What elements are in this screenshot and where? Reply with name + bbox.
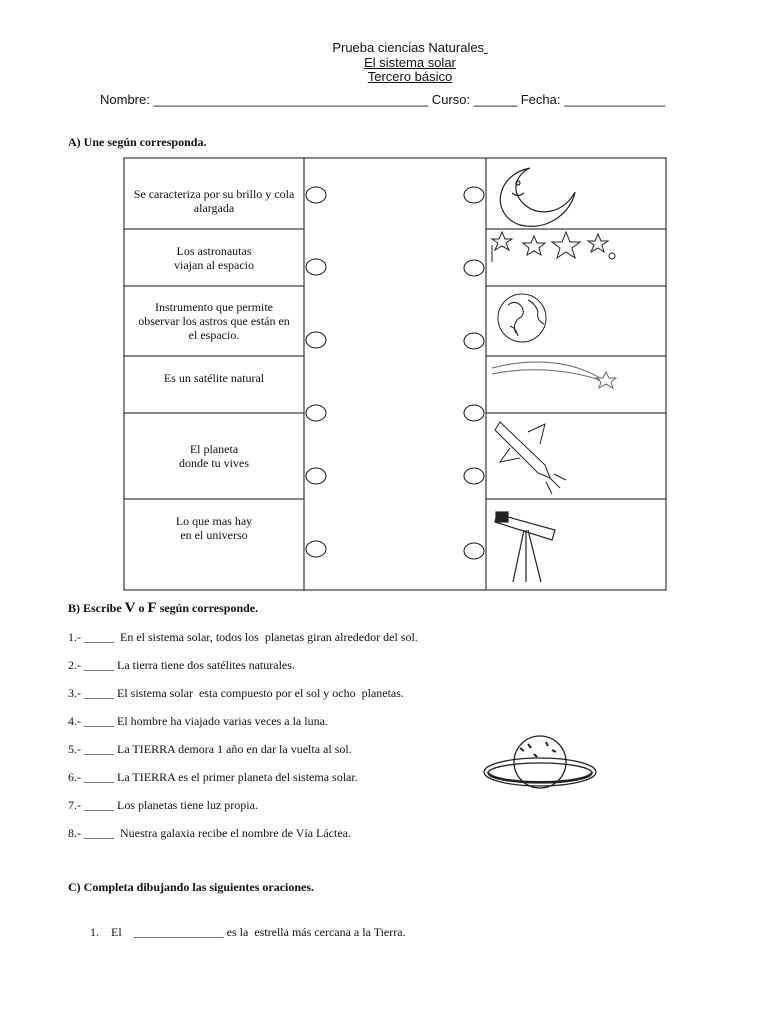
match-item-2: Los astronautas viajan al espacio	[174, 244, 254, 272]
section-c-heading: C) Completa dibujando las siguientes oraciones.	[68, 880, 315, 894]
left-connector-2[interactable]	[306, 259, 326, 275]
left-connector-1[interactable]	[306, 187, 326, 203]
rocket-picture	[495, 422, 566, 494]
section-a-heading: A) Une según corresponda.	[68, 135, 207, 149]
statement-2[interactable]: 2.- _____ La tierra tiene dos satélites naturales.	[68, 658, 295, 672]
left-connector-5[interactable]	[306, 468, 326, 484]
match-item-6: Lo que mas hay en el universo	[175, 514, 253, 542]
comet-picture	[492, 362, 616, 388]
right-connector-2[interactable]	[464, 260, 484, 276]
left-connector-3[interactable]	[306, 332, 326, 348]
telescope-picture	[495, 512, 555, 582]
statement-5[interactable]: 5.- _____ La TIERRA demora 1 año en dar la vuelta al sol.	[68, 742, 352, 756]
statement-1[interactable]: 1.- _____ En el sistema solar, todos los planetas giran alrededor del sol.	[68, 630, 418, 644]
left-connector-6[interactable]	[306, 541, 326, 557]
statement-8[interactable]: 8.- _____ Nuestra galaxia recibe el nombre de Vía Láctea.	[68, 826, 351, 840]
right-connector-1[interactable]	[464, 187, 484, 203]
right-connector-3[interactable]	[464, 333, 484, 349]
statement-3[interactable]: 3.- _____ El sistema solar esta compuesto por el sol y ocho planetas.	[68, 686, 404, 700]
moon-picture	[500, 168, 575, 226]
match-item-1: Se caracteriza por su brillo y cola alargada	[133, 187, 295, 215]
match-item-5: El planeta donde tu vives	[179, 442, 249, 470]
right-connector-4[interactable]	[464, 405, 484, 421]
student-info-line: Nombre: ______________________________________ Curso: ______ Fecha: ______________	[100, 92, 666, 107]
statement-6[interactable]: 6.- _____ La TIERRA es el primer planeta del sistema solar.	[68, 770, 358, 784]
test-title: Prueba ciencias Naturales	[332, 40, 485, 55]
test-subtitle: El sistema solar	[364, 55, 456, 70]
section-b-heading: B) Escribe V o F según corresponde.	[68, 600, 259, 616]
match-item-3: Instrumento que permite observar los astros que están en el espacio.	[138, 300, 290, 342]
right-connector-6[interactable]	[464, 543, 484, 559]
left-connector-4[interactable]	[306, 405, 326, 421]
grade-label: Tercero básico	[367, 69, 453, 84]
stars-picture	[492, 232, 615, 262]
right-connector-5[interactable]	[464, 468, 484, 484]
planet-picture	[480, 730, 610, 805]
match-item-4: Es un satélite natural	[163, 371, 265, 385]
statement-4[interactable]: 4.- _____ El hombre ha viajado varias veces a la luna.	[68, 714, 328, 728]
statement-7[interactable]: 7.- _____ Los planetas tiene luz propia.	[68, 798, 258, 812]
fill-in-sentence-1[interactable]: 1. El _______________ es la estrella más cercana a la Tierra.	[90, 925, 406, 939]
earth-picture	[498, 294, 546, 342]
